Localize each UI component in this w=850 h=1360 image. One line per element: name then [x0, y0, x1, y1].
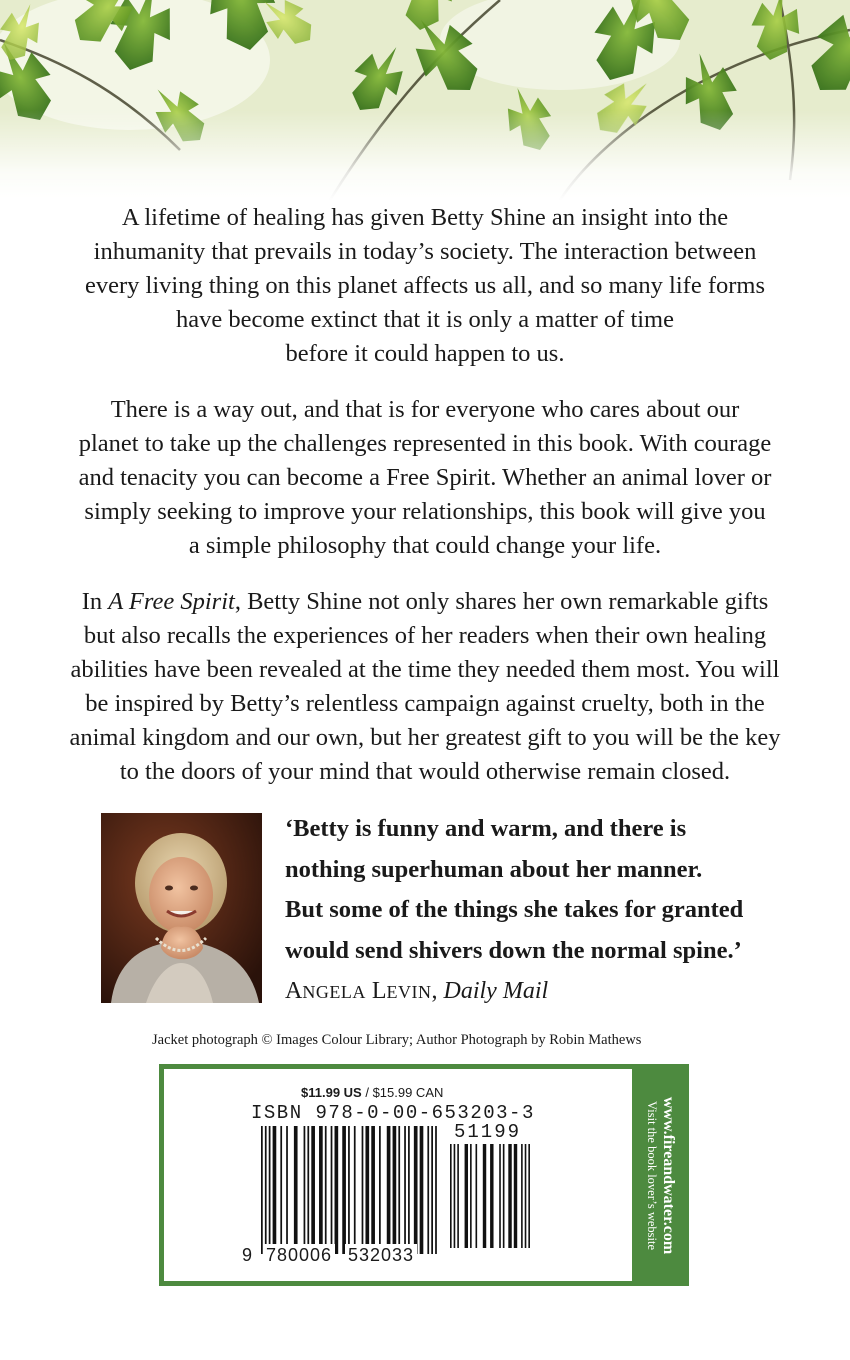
barcode-bar: [379, 1126, 381, 1254]
leaf-banner-image: [0, 0, 850, 200]
barcode-bar: [304, 1126, 306, 1254]
barcode-bar: [365, 1126, 369, 1254]
isbn-number: ISBN 978-0-00-653203-3: [251, 1102, 535, 1124]
barcode-bar: [269, 1126, 271, 1254]
quote-line: But some of the things she takes for granted: [285, 896, 744, 923]
barcode-bar: [414, 1126, 418, 1254]
text-line: abilities have been revealed at the time they needed them most. You will: [70, 656, 780, 683]
price-can: $15.99 CAN: [372, 1085, 444, 1100]
reviewer-name-rest: NGELA: [302, 982, 366, 1002]
text-line: simply seeking to improve your relationships, this book will give you: [84, 498, 766, 525]
barcode-bar: [362, 1126, 364, 1254]
review-quote: [285, 809, 825, 971]
text-fragment: , Betty Shine not only shares her own remarkable gifts: [234, 588, 769, 615]
photo-credit: Jacket photograph © Images Colour Library; Author Photograph by Robin Mathews: [152, 1032, 642, 1048]
price-code: 51199: [454, 1121, 522, 1143]
text-line: planet to take up the challenges represented in this book. With courage: [78, 430, 772, 457]
barcode-bar: [319, 1126, 323, 1254]
barcode-bar: [476, 1144, 478, 1248]
barcode-bar: [450, 1144, 452, 1248]
description-paragraph-3: [30, 585, 820, 789]
quote-line: would send shivers down the normal spine.’: [285, 936, 742, 964]
barcode-bar: [508, 1144, 511, 1248]
barcode-panel: [159, 1064, 689, 1286]
text-fragment: In: [81, 588, 109, 615]
text-line: but also recalls the experiences of her readers when their own healing: [83, 622, 767, 649]
barcode-bar: [265, 1126, 267, 1254]
barcode-bar: [354, 1126, 356, 1254]
barcode-bar: [294, 1126, 298, 1254]
barcode-bar: [273, 1126, 277, 1254]
website-text: [645, 1096, 678, 1253]
text-line: have become extinct that it is only a matter of time: [175, 306, 674, 333]
barcode-bar: [408, 1126, 410, 1254]
barcode-bar: [307, 1126, 309, 1254]
price-separator: /: [361, 1085, 373, 1100]
barcode-bar: [325, 1126, 327, 1254]
barcode-bar: [393, 1126, 397, 1254]
barcode-bar: [465, 1144, 468, 1248]
description-paragraph-2: [30, 393, 820, 563]
website-tagline: Visit the book lover’s website: [645, 1100, 660, 1250]
quote-line: ‘Betty is funny and warm, and there is: [285, 815, 687, 842]
barcode-bar: [427, 1126, 429, 1254]
website-strip: [637, 1072, 685, 1278]
barcode-bar: [261, 1126, 263, 1254]
quote-source: Daily Mail: [443, 978, 549, 1004]
barcode-bar: [404, 1126, 406, 1254]
barcode-bar: [499, 1144, 501, 1248]
text-line: every living thing on this planet affects us all, and so many life forms: [85, 272, 765, 299]
barcode-bar: [331, 1126, 333, 1254]
barcode-bar: [348, 1126, 350, 1254]
barcode-bar: [387, 1126, 391, 1254]
website-url[interactable]: www.fireandwater.com: [660, 1096, 678, 1254]
barcode-bar: [335, 1126, 339, 1254]
price-addon-barcode: [450, 1144, 532, 1248]
barcode-bar: [457, 1144, 459, 1248]
ean-right-digits: 532033: [345, 1244, 417, 1266]
text-line: A lifetime of healing has given Betty Shine an insight into the: [121, 204, 729, 231]
barcode-bar: [280, 1126, 282, 1254]
barcode-bar: [454, 1144, 456, 1248]
text-line: animal kingdom and our own, but her greatest gift to you will be the key: [69, 724, 781, 751]
book-title: A Free Spirit: [108, 588, 235, 615]
ean-barcode: [261, 1126, 439, 1254]
text-line: to the doors of your mind that would otherwise remain closed.: [119, 758, 731, 785]
price-us: $11.99 US: [301, 1085, 362, 1100]
barcode-bar: [311, 1126, 315, 1254]
barcode-bar: [503, 1144, 505, 1248]
text-line: a simple philosophy that could change your life.: [188, 532, 662, 559]
reviewer-surname-rest: EVIN: [386, 982, 432, 1002]
author-photo: [101, 813, 262, 1003]
reviewer-surname-initial: L: [371, 978, 387, 1004]
ean-left-digits: 780006: [263, 1244, 335, 1266]
barcode-bar: [398, 1126, 400, 1254]
banner-fade: [0, 110, 850, 200]
text-line: before it could happen to us.: [285, 340, 565, 367]
quote-attribution: [285, 974, 548, 1009]
barcode-bar: [371, 1126, 375, 1254]
text-line: inhumanity that prevails in today’s society. The interaction between: [93, 238, 757, 265]
description-paragraph-1: [30, 201, 820, 371]
text-line: and tenacity you can become a Free Spirit. Whether an animal lover or: [78, 464, 772, 491]
attribution-separator: ,: [431, 978, 444, 1004]
barcode-bar: [483, 1144, 486, 1248]
text-line: be inspired by Betty’s relentless campaign against cruelty, both in the: [85, 690, 765, 717]
barcode-bar: [286, 1126, 288, 1254]
barcode-bar: [470, 1144, 472, 1248]
barcode-bar: [525, 1144, 527, 1248]
text-line: [30, 585, 820, 619]
barcode-bar: [420, 1126, 424, 1254]
author-portrait-illustration: [101, 813, 262, 1003]
barcode-bar: [490, 1144, 493, 1248]
barcode-area: [164, 1069, 632, 1281]
text-line: There is a way out, and that is for everyone who cares about our: [110, 396, 740, 423]
barcode-bar: [521, 1144, 523, 1248]
barcode-bar: [342, 1126, 346, 1254]
barcode-bar: [431, 1126, 433, 1254]
price-label: [301, 1085, 443, 1101]
barcode-bar: [514, 1144, 517, 1248]
ean-first-digit: 9: [242, 1245, 253, 1265]
barcode-bar: [435, 1126, 437, 1254]
quote-line: nothing superhuman about her manner.: [285, 855, 703, 883]
reviewer-name-initial: A: [285, 978, 303, 1004]
barcode-bar: [528, 1144, 530, 1248]
